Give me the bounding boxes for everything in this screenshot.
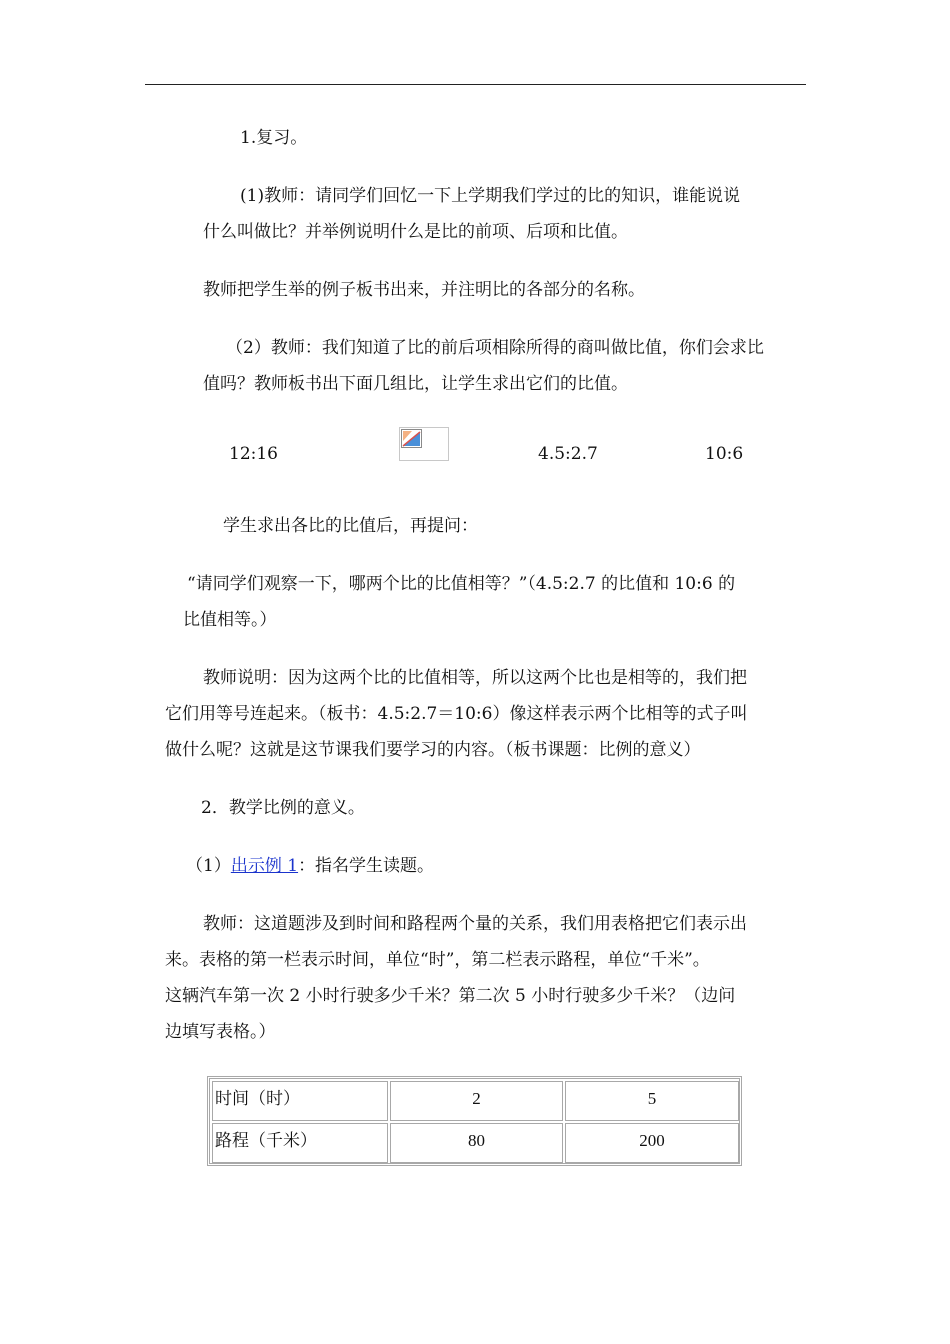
paragraph-explanation-line3: 做什么呢？这就是这节课我们要学习的内容。（板书课题：比例的意义） [165,740,701,760]
section-1-heading: 1.复习。 [240,128,308,148]
time-distance-table [207,1076,742,1166]
ratio-3: 10:6 [705,444,744,464]
table-cell: 200 [565,1123,739,1163]
ratio-2: 4.5:2.7 [538,444,598,464]
paragraph-student-answer: 学生求出各比的比值后，再提问： [223,516,478,536]
paragraph-explanation-line2: 它们用等号连起来。（板书：4.5:2.7＝10:6）像这样表示两个比相等的式子叫 [165,704,748,724]
header-rule [145,84,806,85]
paragraph-review-q2-line1: （2）教师：我们知道了比的前后项相除所得的商叫做比值，你们会求比 [226,338,764,358]
table-cell: 80 [390,1123,563,1163]
paragraph-explanation-line1: 教师说明：因为这两个比的比值相等，所以这两个比也是相等的，我们把 [203,668,747,688]
paragraph-table-intro-line4: 边填写表格。） [165,1022,276,1042]
paragraph-question-line2: 比值相等。） [183,610,277,630]
paragraph-table-intro-line1: 教师：这道题涉及到时间和路程两个量的关系，我们用表格把它们表示出 [203,914,747,934]
example-prefix: （1） [186,856,231,876]
paragraph-review-q1-line1: (1)教师：请同学们回忆一下上学期我们学过的比的知识，谁能说说 [240,186,741,206]
broken-image-icon [399,427,449,461]
ratio-1: 12:16 [229,444,278,464]
table-cell: 5 [565,1081,739,1121]
paragraph-teacher-board: 教师把学生举的例子板书出来，并注明比的各部分的名称。 [203,280,645,300]
paragraph-review-q2-line2: 值吗？教师板书出下面几组比，让学生求出它们的比值。 [203,374,628,394]
paragraph-table-intro-line3: 这辆汽车第一次 2 小时行驶多少千米？第二次 5 小时行驶多少千米？（边问 [165,986,736,1006]
table-row-header: 时间（时） [212,1081,388,1121]
example-1-link[interactable]: 出示例 1 [230,856,299,876]
example-suffix: ：指名学生读题。 [298,856,435,876]
table-row-header: 路程（千米） [212,1123,388,1163]
paragraph-example [186,855,434,877]
table-cell: 2 [390,1081,563,1121]
section-2-heading: 2．教学比例的意义。 [201,798,365,818]
paragraph-question-line1: “请同学们观察一下，哪两个比的比值相等？”（4.5:2.7 的比值和 10:6 的 [187,574,736,594]
paragraph-table-intro-line2: 来。表格的第一栏表示时间，单位“时”，第二栏表示路程，单位“千米”。 [165,950,710,970]
paragraph-review-q1-line2: 什么叫做比？并举例说明什么是比的前项、后项和比值。 [203,222,628,242]
